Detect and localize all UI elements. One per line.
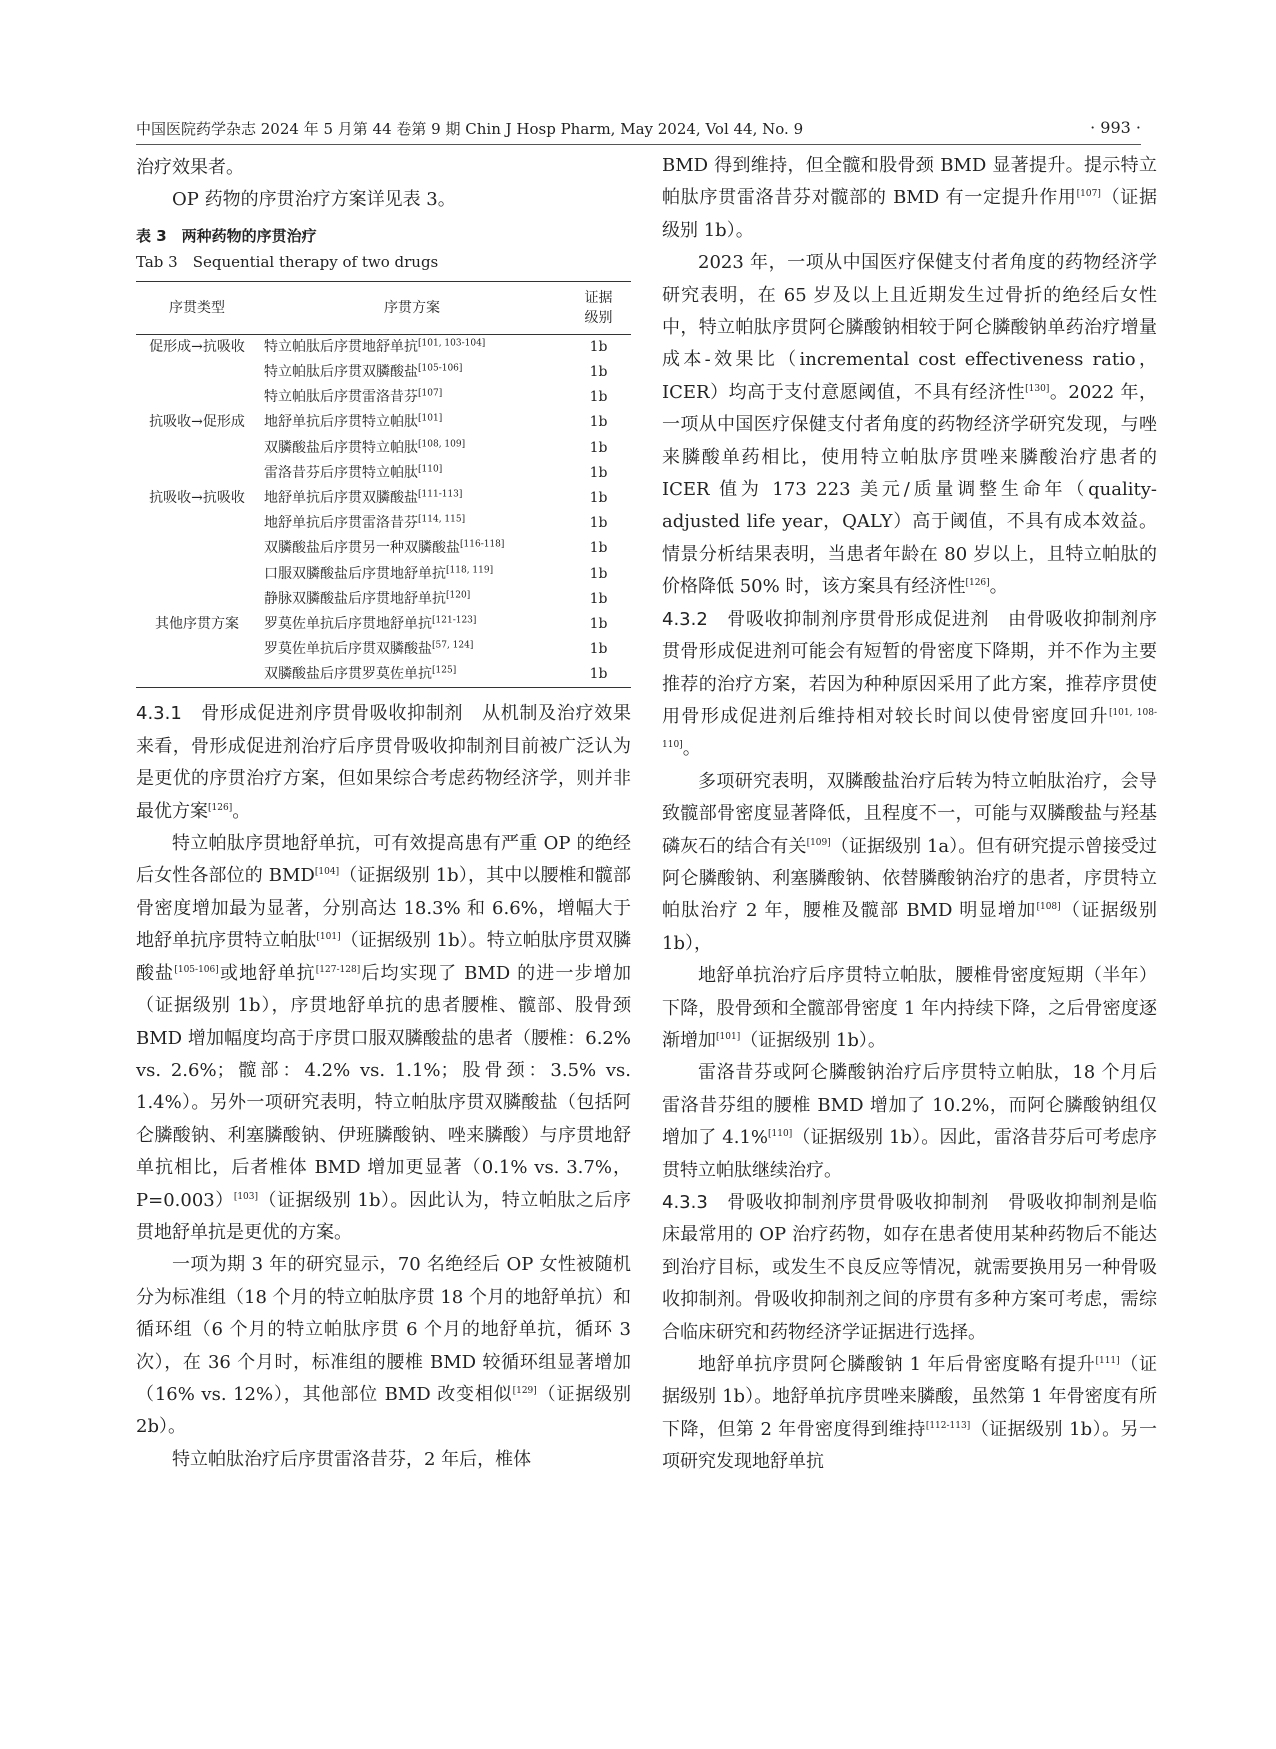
cell-level: 1b (589, 414, 608, 431)
cell-plan: 双膦酸盐后序贯另一种双膦酸盐[116-118] (264, 539, 505, 557)
cell-type (136, 536, 258, 561)
table-caption-zh: 表 3 两种药物的序贯治疗 (136, 226, 317, 245)
citation: [57, 124] (432, 640, 474, 651)
cell-level: 1b (566, 662, 631, 688)
running-header (136, 118, 1141, 145)
cell-type: 促形成→抗吸收 (149, 338, 245, 355)
cell-level: 1b (589, 515, 608, 532)
table-row (136, 486, 631, 511)
table-row (136, 334, 631, 360)
paragraph: 特立帕肽治疗后序贯雷洛昔芬，2 年后，椎体 (172, 1448, 532, 1470)
right-column (662, 150, 1157, 1479)
citation: [120] (446, 590, 471, 601)
table-row (136, 587, 631, 612)
journal-citation: 中国医院药学杂志 2024 年 5 月第 44 卷第 9 期 Chin J Hosp Pharm, May 2024, Vol 44, No. 9 (136, 120, 804, 138)
table-row (136, 662, 631, 688)
cell-plan: 静脉双膦酸盐后序贯地舒单抗[120] (264, 590, 471, 607)
citation: [125] (432, 665, 457, 676)
citation: [118, 119] (446, 564, 494, 575)
page-number: · 993 · (1090, 118, 1141, 137)
cell-type (136, 637, 258, 662)
header-level: 证据级别 (566, 281, 631, 334)
section-4-3-3: 4.3.3 骨吸收抑制剂序贯骨吸收抑制剂 骨吸收抑制剂是临床最常用的 OP 治疗药物，如存在患者使用某种药物后不能达到治疗目标，或发生不良反应等情况，就需要换用另一种骨吸收抑制剂。骨吸收抑制剂之间的序贯有多种方案可考虑，需综合临床研究和药物经济学证据进行选择。 (662, 1192, 1158, 1343)
section-4-3-1: 4.3.1 骨形成促进剂序贯骨吸收抑制剂 从机制及治疗效果来看，骨形成促进剂治疗后序贯骨吸收抑制剂目前被广泛认为是更优的序贯治疗方案，但如果综合考虑药物经济学，则并非最优方案[126]。 (136, 703, 632, 822)
paragraph: 一项为期 3 年的研究显示，70 名绝经后 OP 女性被随机分为标准组（18 个月的特立帕肽序贯 18 个月的地舒单抗）和循环组（6 个月的特立帕肽序贯 6 个月的地舒单抗，循环 3 次），在 36 个月时，标准组的腰椎 BMD 较循环组显著增加（16% vs. 12%），其他部位 BMD 改变相似[129]（证据级别 2b）。 (136, 1254, 632, 1438)
cell-type (136, 587, 258, 612)
table-body (136, 334, 631, 688)
cell-type: 抗吸收→促形成 (149, 414, 245, 431)
paragraph: OP 药物的序贯治疗方案详见表 3。 (172, 189, 456, 211)
table-row (136, 536, 631, 561)
cell-type (136, 385, 258, 410)
paragraph: BMD 得到维持，但全髋和股骨颈 BMD 显著提升。提示特立帕肽序贯雷洛昔芬对髋部的 BMD 有一定提升作用[107]（证据级别 1b）。 (662, 155, 1158, 241)
left-column (136, 152, 631, 1476)
table-row (136, 562, 631, 587)
cell-plan: 特立帕肽后序贯地舒单抗[101, 103-104] (264, 338, 486, 355)
citation: [101] (418, 413, 443, 424)
cell-level: 1b (589, 439, 608, 456)
table-row (136, 360, 631, 385)
cell-plan: 双膦酸盐后序贯特立帕肽[108, 109] (264, 439, 466, 456)
cell-level: 1b (589, 565, 608, 582)
cell-plan: 口服双膦酸盐后序贯地舒单抗[118, 119] (264, 564, 494, 582)
cell-type (136, 360, 258, 385)
cell-type (136, 436, 258, 461)
cell-level: 1b (589, 364, 608, 381)
citation: [101, 103-104] (418, 338, 486, 349)
citation: [114, 115] (418, 514, 466, 525)
cell-level: 1b (589, 464, 608, 481)
citation: [110] (418, 464, 443, 475)
cell-plan: 地舒单抗后序贯双膦酸盐[111-113] (264, 489, 463, 507)
table-row (136, 511, 631, 536)
table-row (136, 385, 631, 410)
citation: [105-106] (418, 363, 463, 374)
cell-level: 1b (589, 389, 608, 406)
paragraph: 地舒单抗治疗后序贯特立帕肽，腰椎骨密度短期（半年）下降，股骨颈和全髋部骨密度 1 年内持续下降，之后骨密度逐渐增加[101]（证据级别 1b）。 (662, 965, 1157, 1051)
paragraph: 雷洛昔芬或阿仑膦酸钠治疗后序贯特立帕肽，18 个月后雷洛昔芬组的腰椎 BMD 增加了 10.2%，而阿仑膦酸钠组仅增加了 4.1%[110]（证据级别 1b）。因此，雷洛昔芬后可考虑序贯特立帕肽继续治疗。 (662, 1062, 1158, 1181)
citation: [121-123] (432, 615, 477, 626)
cell-plan: 地舒单抗后序贯特立帕肽[101] (264, 413, 443, 431)
paragraph: 特立帕肽序贯地舒单抗，可有效提高患有严重 OP 的绝经后女性各部位的 BMD[104]（证据级别 1b），其中以腰椎和髋部骨密度增加最为显著，分别高达 18.3% 和 6.6%，增幅大于地舒单抗序贯特立帕肽[101]（证据级别 1b）。特立帕肽序贯双膦酸盐[105-106]或地舒单抗[127-128]后均实现了 BMD 的进一步增加（证据级别 1b），序贯地舒单抗的患者腰椎、髋部、股骨颈 BMD 增加幅度均高于序贯口服双膦酸盐的患者（腰椎：6.2% vs. 2.6%；髋部：4.2% vs. 1.1%；股骨颈：3.5% vs. 1.4%）。另外一项研究表明，特立帕肽序贯双膦酸盐（包括阿仑膦酸钠、利塞膦酸钠、伊班膦酸钠、唑来膦酸）与序贯地舒单抗相比，后者椎体 BMD 增加更显著（0.1% vs. 3.7%，P=0.003）[103]（证据级别 1b）。因此认为，特立帕肽之后序贯地舒单抗是更优的方案。 (136, 833, 632, 1243)
cell-level: 1b (589, 641, 608, 658)
cell-level: 1b (589, 490, 608, 507)
table-row (136, 436, 631, 461)
table-row (136, 612, 631, 637)
cell-level: 1b (589, 590, 608, 607)
cell-type: 其他序贯方案 (155, 615, 239, 632)
table-row (136, 637, 631, 662)
cell-type (136, 562, 258, 587)
cell-type (136, 662, 258, 688)
cell-plan: 特立帕肽后序贯双膦酸盐[105-106] (264, 363, 463, 381)
cell-level: 1b (589, 540, 608, 557)
cell-plan: 双膦酸盐后序贯罗莫佐单抗[125] (258, 662, 566, 688)
cell-level: 1b (589, 615, 608, 632)
header-type: 序贯类型 (136, 281, 258, 334)
cell-plan: 雷洛昔芬后序贯特立帕肽[110] (264, 464, 443, 481)
cell-plan: 特立帕肽后序贯雷洛昔芬[107] (264, 388, 443, 406)
section-4-3-2: 4.3.2 骨吸收抑制剂序贯骨形成促进剂 由骨吸收抑制剂序贯骨形成促进剂可能会有短暂的骨密度下降期，并不作为主要推荐的治疗方案，若因为种种原因采用了此方案，推荐序贯使用骨形成促进剂后维持相对较长时间以使骨密度回升[101, 108-110]。 (662, 608, 1158, 760)
cell-plan: 罗莫佐单抗后序贯双膦酸盐[57, 124] (264, 640, 474, 658)
citation: [111-113] (418, 489, 463, 500)
table-row (136, 461, 631, 486)
table-header-row (136, 281, 631, 334)
header-plan: 序贯方案 (258, 281, 566, 334)
paragraph: 多项研究表明，双膦酸盐治疗后转为特立帕肽治疗，会导致髋部骨密度显著降低，且程度不一，可能与双膦酸盐与羟基磷灰石的结合有关[109]（证据级别 1a）。但有研究提示曾接受过阿仑膦酸钠、利塞膦酸钠、依替膦酸钠治疗的患者，序贯特立帕肽治疗 2 年，腰椎及髋部 BMD 明显增加[108]（证据级别 1b）， (662, 770, 1157, 954)
citation: [107] (418, 388, 443, 399)
cell-type (136, 461, 258, 486)
table-caption-en: Tab 3 Sequential therapy of two drugs (136, 252, 439, 271)
paragraph: 2023 年，一项从中国医疗保健支付者角度的药物经济学研究表明，在 65 岁及以上且近期发生过骨折的绝经后女性中，特立帕肽序贯阿仑膦酸钠相较于阿仑膦酸钠单药治疗增量成本-效果比（incremental cost effectiveness ratio，ICER）均高于支付意愿阈值，不具有经济性[130]。2022 年，一项从中国医疗保健支付者角度的药物经济学研究发现，与唑来膦酸单药相比，使用特立帕肽序贯唑来膦酸治疗患者的 ICER 值为 173 223 美元/质量调整生命年（quality-adjusted life year，QALY）高于阈值，不具有成本效益。情景分析结果表明，当患者年龄在 80 岁以上，且特立帕肽的价格降低 50% 时，该方案具有经济性[126]。 (662, 252, 1157, 598)
cell-plan: 罗莫佐单抗后序贯地舒单抗[121-123] (264, 615, 477, 632)
cell-plan: 地舒单抗后序贯雷洛昔芬[114, 115] (264, 514, 466, 532)
citation: [108, 109] (418, 439, 466, 449)
table-row (136, 410, 631, 435)
cell-level: 1b (589, 338, 608, 355)
sequential-therapy-table (136, 281, 631, 689)
citation: [116-118] (460, 539, 505, 550)
cell-type: 抗吸收→抗吸收 (149, 490, 245, 507)
cell-type (136, 511, 258, 536)
paragraph: 治疗效果者。 (136, 157, 244, 178)
paragraph: 地舒单抗序贯阿仑膦酸钠 1 年后骨密度略有提升[111]（证据级别 1b）。地舒单抗序贯唑来膦酸，虽然第 1 年骨密度有所下降，但第 2 年骨密度得到维持[112-113]（证据级别 1b）。另一项研究发现地舒单抗 (662, 1354, 1157, 1473)
